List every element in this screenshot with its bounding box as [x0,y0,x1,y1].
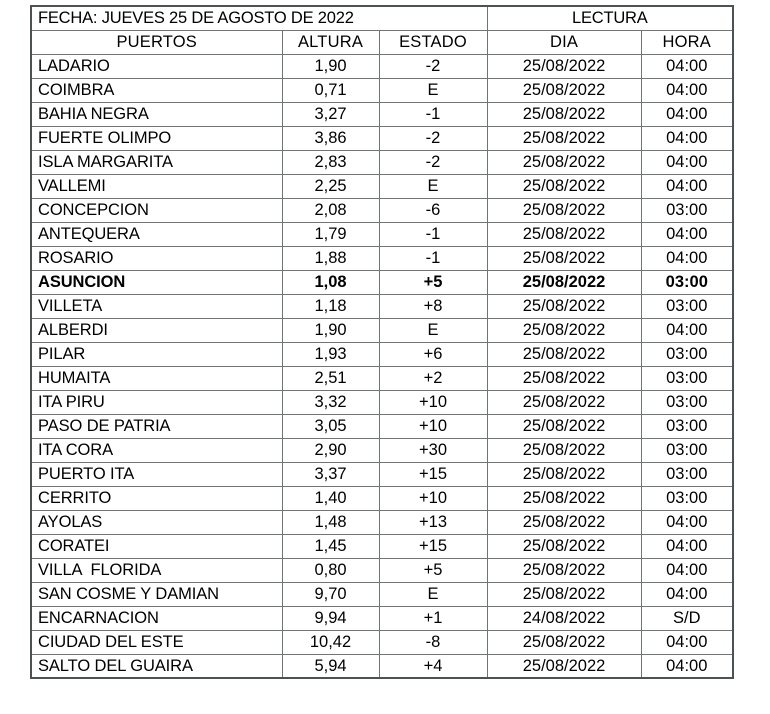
cell-altura-value: 1,48 [282,510,379,534]
cell-hora-value: 03:00 [641,270,733,294]
cell-altura-value: 9,94 [282,606,379,630]
lectura-title: LECTURA [487,6,733,30]
cell-puerto-name: LADARIO [31,54,282,78]
cell-estado-value: +6 [379,342,487,366]
cell-estado-value: -1 [379,222,487,246]
header-row-title [31,6,733,30]
cell-hora-value: 04:00 [641,558,733,582]
cell-estado-value: +15 [379,534,487,558]
cell-dia-value: 25/08/2022 [487,630,641,654]
cell-altura-value: 0,71 [282,78,379,102]
cell-dia-value: 25/08/2022 [487,534,641,558]
table-row [31,54,733,78]
cell-estado-value: +5 [379,270,487,294]
cell-dia-value: 25/08/2022 [487,294,641,318]
cell-puerto-name: ANTEQUERA [31,222,282,246]
cell-dia-value: 25/08/2022 [487,486,641,510]
cell-altura-value: 1,08 [282,270,379,294]
table-row [31,486,733,510]
cell-estado-value: -2 [379,126,487,150]
cell-puerto-name: VALLEMI [31,174,282,198]
cell-puerto-name: ITA PIRU [31,390,282,414]
cell-hora-value: 04:00 [641,510,733,534]
cell-puerto-name: CERRITO [31,486,282,510]
cell-dia-value: 25/08/2022 [487,150,641,174]
cell-dia-value: 25/08/2022 [487,342,641,366]
cell-puerto-name: BAHIA NEGRA [31,102,282,126]
column-header-estado: ESTADO [379,30,487,54]
cell-hora-value: 03:00 [641,462,733,486]
cell-hora-value: 03:00 [641,366,733,390]
cell-altura-value: 5,94 [282,654,379,678]
cell-estado-value: +30 [379,438,487,462]
table-row [31,198,733,222]
table-row [31,462,733,486]
cell-dia-value: 25/08/2022 [487,174,641,198]
cell-dia-value: 25/08/2022 [487,78,641,102]
cell-puerto-name: CIUDAD DEL ESTE [31,630,282,654]
cell-altura-value: 1,90 [282,318,379,342]
cell-dia-value: 25/08/2022 [487,318,641,342]
cell-dia-value: 24/08/2022 [487,606,641,630]
cell-dia-value: 25/08/2022 [487,510,641,534]
cell-altura-value: 3,27 [282,102,379,126]
cell-estado-value: -8 [379,630,487,654]
cell-estado-value: E [379,318,487,342]
cell-dia-value: 25/08/2022 [487,558,641,582]
cell-dia-value: 25/08/2022 [487,198,641,222]
cell-altura-value: 1,40 [282,486,379,510]
cell-estado-value: +4 [379,654,487,678]
cell-puerto-name: VILLA FLORIDA [31,558,282,582]
cell-dia-value: 25/08/2022 [487,366,641,390]
table-row [31,582,733,606]
cell-altura-value: 1,90 [282,54,379,78]
cell-dia-value: 25/08/2022 [487,270,641,294]
cell-altura-value: 9,70 [282,582,379,606]
cell-altura-value: 2,83 [282,150,379,174]
cell-altura-value: 3,32 [282,390,379,414]
cell-altura-value: 2,08 [282,198,379,222]
table-row [31,654,733,678]
cell-altura-value: 3,05 [282,414,379,438]
cell-hora-value: 03:00 [641,486,733,510]
table-row [31,150,733,174]
cell-estado-value: E [379,174,487,198]
table-row [31,78,733,102]
cell-hora-value: 04:00 [641,150,733,174]
cell-altura-value: 10,42 [282,630,379,654]
cell-dia-value: 25/08/2022 [487,438,641,462]
cell-dia-value: 25/08/2022 [487,654,641,678]
cell-puerto-name: PUERTO ITA [31,462,282,486]
table-row [31,102,733,126]
table-row [31,606,733,630]
table-row [31,630,733,654]
column-header-puertos: PUERTOS [31,30,282,54]
cell-puerto-name: PILAR [31,342,282,366]
cell-dia-value: 25/08/2022 [487,222,641,246]
cell-altura-value: 0,80 [282,558,379,582]
cell-puerto-name: VILLETA [31,294,282,318]
cell-hora-value: 03:00 [641,438,733,462]
cell-puerto-name: SALTO DEL GUAIRA [31,654,282,678]
cell-puerto-name: CORATEI [31,534,282,558]
table-body [31,54,733,678]
cell-altura-value: 1,88 [282,246,379,270]
column-header-dia: DIA [487,30,641,54]
cell-puerto-name: AYOLAS [31,510,282,534]
cell-estado-value: +8 [379,294,487,318]
fecha-title: FECHA: JUEVES 25 DE AGOSTO DE 2022 [31,6,487,30]
cell-altura-value: 2,51 [282,366,379,390]
cell-puerto-name: ROSARIO [31,246,282,270]
table-row [31,318,733,342]
cell-estado-value: -6 [379,198,487,222]
cell-puerto-name: HUMAITA [31,366,282,390]
table-row [31,342,733,366]
cell-estado-value: -2 [379,54,487,78]
table-row [31,294,733,318]
cell-altura-value: 1,93 [282,342,379,366]
cell-hora-value: 04:00 [641,654,733,678]
table-row [31,534,733,558]
cell-puerto-name: FUERTE OLIMPO [31,126,282,150]
cell-estado-value: E [379,582,487,606]
cell-hora-value: 04:00 [641,222,733,246]
cell-hora-value: 03:00 [641,390,733,414]
cell-hora-value: 04:00 [641,126,733,150]
table-row [31,414,733,438]
cell-puerto-name: ISLA MARGARITA [31,150,282,174]
table-row [31,270,733,294]
cell-hora-value: 03:00 [641,414,733,438]
cell-estado-value: +2 [379,366,487,390]
cell-hora-value: S/D [641,606,733,630]
river-levels-table [30,5,734,679]
cell-hora-value: 04:00 [641,318,733,342]
cell-hora-value: 04:00 [641,78,733,102]
cell-puerto-name: SAN COSME Y DAMIAN [31,582,282,606]
cell-puerto-name: ALBERDI [31,318,282,342]
column-header-hora: HORA [641,30,733,54]
table-row [31,510,733,534]
cell-estado-value: +10 [379,486,487,510]
cell-altura-value: 2,25 [282,174,379,198]
cell-hora-value: 03:00 [641,294,733,318]
cell-dia-value: 25/08/2022 [487,462,641,486]
cell-puerto-name: ITA CORA [31,438,282,462]
cell-puerto-name: COIMBRA [31,78,282,102]
cell-estado-value: +10 [379,390,487,414]
cell-dia-value: 25/08/2022 [487,126,641,150]
cell-estado-value: +10 [379,414,487,438]
cell-hora-value: 03:00 [641,342,733,366]
table-header [31,6,733,54]
cell-altura-value: 1,79 [282,222,379,246]
cell-puerto-name: PASO DE PATRIA [31,414,282,438]
cell-estado-value: -2 [379,150,487,174]
table-row [31,126,733,150]
cell-dia-value: 25/08/2022 [487,582,641,606]
table-row [31,174,733,198]
cell-altura-value: 3,37 [282,462,379,486]
cell-hora-value: 04:00 [641,534,733,558]
cell-altura-value: 1,45 [282,534,379,558]
cell-hora-value: 04:00 [641,582,733,606]
cell-dia-value: 25/08/2022 [487,390,641,414]
cell-hora-value: 03:00 [641,198,733,222]
cell-dia-value: 25/08/2022 [487,414,641,438]
cell-estado-value: +1 [379,606,487,630]
cell-puerto-name: CONCEPCION [31,198,282,222]
cell-altura-value: 1,18 [282,294,379,318]
cell-estado-value: +13 [379,510,487,534]
cell-hora-value: 04:00 [641,630,733,654]
cell-dia-value: 25/08/2022 [487,102,641,126]
cell-puerto-name: ASUNCION [31,270,282,294]
table-row [31,366,733,390]
cell-estado-value: E [379,78,487,102]
cell-estado-value: +15 [379,462,487,486]
column-header-altura: ALTURA [282,30,379,54]
cell-hora-value: 04:00 [641,102,733,126]
cell-dia-value: 25/08/2022 [487,246,641,270]
cell-altura-value: 2,90 [282,438,379,462]
cell-hora-value: 04:00 [641,246,733,270]
table-row [31,438,733,462]
table-row [31,246,733,270]
table-row [31,558,733,582]
cell-estado-value: +5 [379,558,487,582]
cell-altura-value: 3,86 [282,126,379,150]
cell-hora-value: 04:00 [641,54,733,78]
table-row [31,222,733,246]
cell-hora-value: 04:00 [641,174,733,198]
cell-estado-value: -1 [379,102,487,126]
cell-dia-value: 25/08/2022 [487,54,641,78]
cell-puerto-name: ENCARNACION [31,606,282,630]
table-row [31,390,733,414]
header-row-columns [31,30,733,54]
cell-estado-value: -1 [379,246,487,270]
